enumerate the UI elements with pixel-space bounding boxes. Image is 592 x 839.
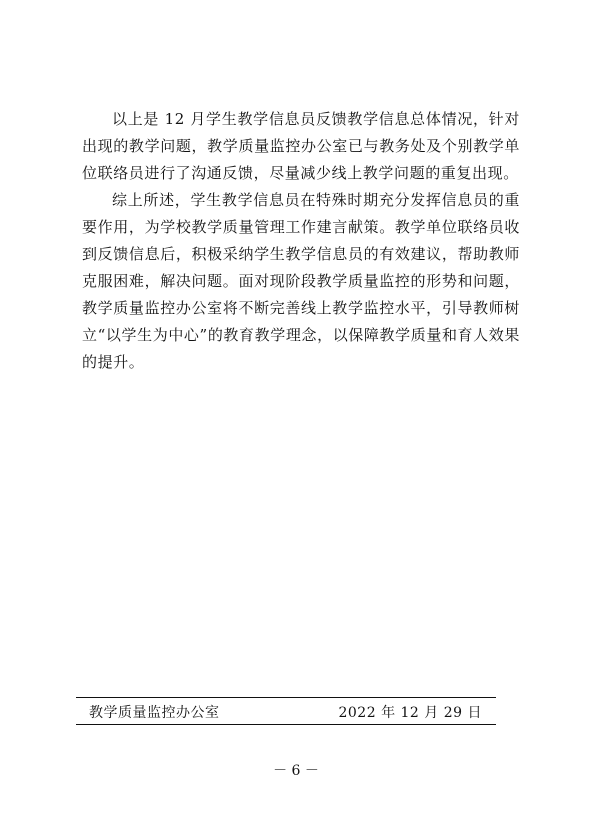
document-body <box>82 106 520 376</box>
paragraph-summary: 以上是 12 月学生教学信息员反馈教学信息总体情况，针对出现的教学问题，教学质量监控办公室已与教务处及个别教学单位联络员进行了沟通反馈，尽量减少线上教学问题的重复出现。 <box>82 110 520 182</box>
issuing-office: 教学质量监控办公室 <box>89 705 220 721</box>
issue-date: 2022 年 12 月 29 日 <box>338 705 482 721</box>
paragraph-conclusion: 综上所述，学生教学信息员在特殊时期充分发挥信息员的重要作用，为学校教学质量管理工作建言献策。教学单位联络员收到反馈信息后，积极采纳学生教学信息员的有效建议，帮助教师克服困难，解决问题。面对现阶段教学质量监控的形势和问题，教学质量监控办公室将不断完善线上教学监控水平，引导教师树立“以学生为中心”的教育教学理念，以保障教学质量和育人效果的提升。 <box>82 191 520 371</box>
page-number: － 6 － <box>273 763 319 779</box>
signature-footer <box>76 697 496 725</box>
